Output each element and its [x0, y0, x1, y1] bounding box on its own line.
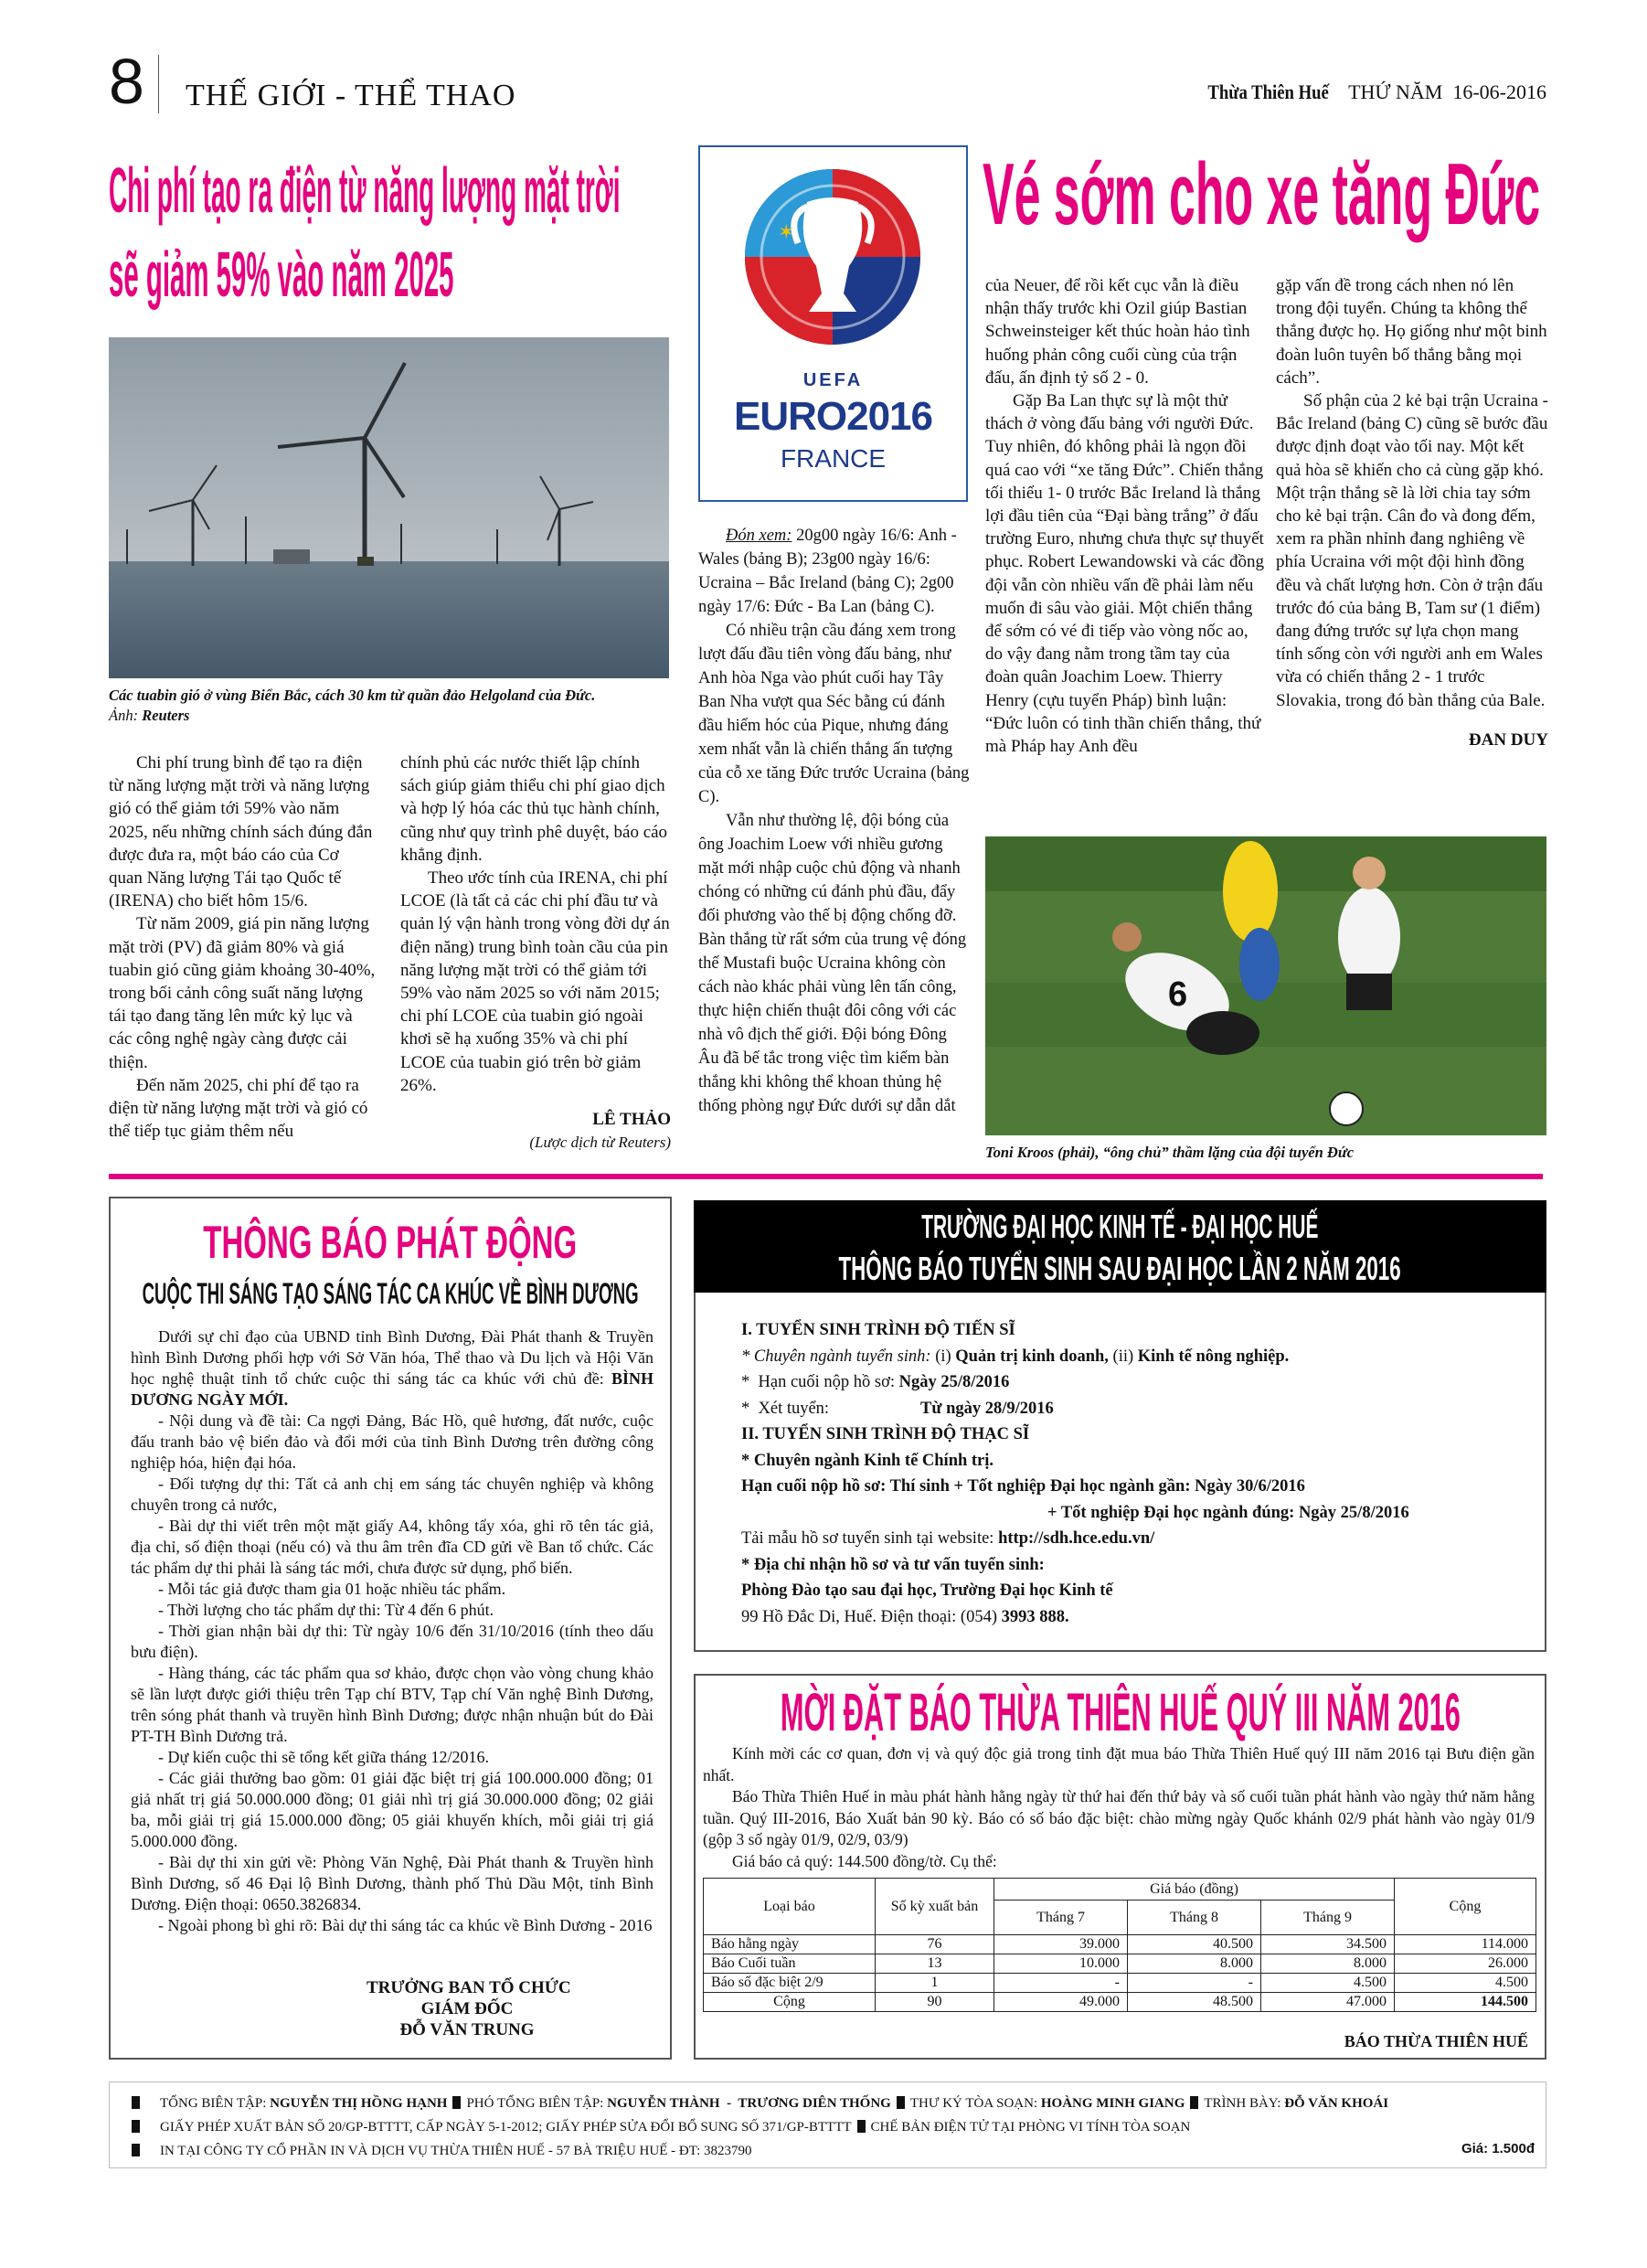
subscription-notice-box — [694, 1674, 1546, 2060]
subscription-title: MỜI ĐẶT BÁO THỪA THIÊN HUẾ QUÝ III NĂM 2016 — [780, 1683, 1461, 1742]
paragraph: Số phận của 2 kẻ bại trận Ucraina - Bắc Ireland (bảng C) cũng sẽ bước đầu được định đoạt vào tối nay. Một kết quả hòa sẽ khiến cho cả cùng gặp khó. Một trận thắng sẽ là lời chia tay sớm cho kẻ bại trận. Cân đo và đong đếm, xem ra phần nhỉnh đang nghiêng về phía Ucraina với một đội hình đồng đều và chất lượng hơn. Còn ở trận đấu trước đó của bảng B, Tam sư (1 điểm) đang đứng trước sự lựa chọn mang tính sống còn với người anh em Wales vừa có chiến thắng 2 - 1 trước Slovakia, trong đó bàn thắng của Bale. — [1276, 391, 1549, 710]
energy-headline — [109, 148, 669, 316]
office-name: Phòng Đào tạo sau đại học, Trường Đại học Kinh tế — [741, 1581, 1113, 1600]
contest-item: - Bài dự thi xin gửi về: Phòng Văn Nghệ, Đài Phát thanh & Truyền hình Bình Dương, số 46 Đại lộ Bình Dương, thành phố Thủ Dầu Một, tỉnh Bình Dương. Điện thoại: 0650.3826834. — [131, 1853, 653, 1913]
contest-intro: Dưới sự chỉ đạo của UBND tỉnh Bình Dương, Đài Phát thanh & Truyền hình Bình Dương phối hợp với Sở Văn hóa, Thể thao và Du lịch và Hội Văn học nghệ thuật tỉnh tổ chức cuộc thi sáng tác ca khúc với chủ đề: BÌNH DƯƠNG NGÀY MỚI. — [131, 1327, 653, 1409]
phd-majors: * Chuyên ngành tuyển sinh: (i) Quản trị kinh doanh, (ii) Kinh tế nông nghiệp. — [741, 1347, 1290, 1366]
subscription-body: Kính mời các cơ quan, đơn vị và quý độc giả trong tỉnh đặt mua báo Thừa Thiên Huế quý III năm 2016 tại Bưu điện gần nhất. Báo Thừa Thiên Huế in màu phát hành hằng ngày từ thứ hai đến thứ bảy và số cuối tuần phát hành vào ngày thứ năm hằng tuần. Quý III-2016, Báo Xuất bản 90 kỳ. Báo có số báo đặc biệt: chào mừng ngày Quốc khánh 02/9 phát hành vào ngày 01/9 (gộp 3 số ngày 01/9, 02/9, 03/9) Giá báo cả quý: 144.500 đồng/tờ. Cụ thể: — [703, 1744, 1535, 1870]
contest-body — [131, 1326, 653, 1936]
col-header: Số kỳ xuất bản — [876, 1879, 994, 1935]
issue-date: THỨ NĂM 16-06-2016 — [1348, 80, 1546, 103]
address-label: * Địa chỉ nhận hồ sơ và tư vấn tuyển sinh: — [741, 1555, 1045, 1574]
footer-line-2: GIẤY PHÉP XUẤT BẢN SỐ 20/GP-BTTTT, CẤP NGÀY 5-1-2012; GIẤY PHÉP SỬA ĐỔI BỔ SUNG SỐ 371/GP-BTTTT CHẾ BẢN ĐIỆN TỬ TẠI PHÒNG VI TÍNH TÒA SOẠN — [132, 2115, 1546, 2139]
schedule-label: Đón xem: — [726, 527, 792, 545]
cover-price: Giá: 1.500đ — [1461, 2141, 1535, 2156]
energy-article-col2 — [400, 751, 671, 1154]
paragraph: Có nhiều trận cầu đáng xem trong lượt đấu đầu tiên vòng đấu bảng, như Anh hòa Nga vào phút cuối hay Tây Ban Nha vượt qua Séc bằng cú đánh đầu hiểm hóc của Pique, nhưng đáng xem nhất vẫn là chiến thắng ấn tượng của cỗ xe tăng Đức trước Ucraina (bảng C). — [698, 622, 970, 806]
contest-item: - Thời lượng cho tác phẩm dự thi: Từ 4 đến 6 phút. — [158, 1601, 494, 1619]
section-divider — [109, 1174, 1543, 1179]
col-header: Tháng 9 — [1261, 1901, 1395, 1935]
ms-deadline: Hạn cuối nộp hồ sơ: Thí sinh + Tốt nghiệp Đại học ngành gần: Ngày 30/6/2016 — [741, 1477, 1305, 1496]
contest-item: - Ngoài phong bì ghi rõ: Bài dự thi sáng tác ca khúc về Bình Dương - 2016 — [158, 1916, 653, 1934]
contest-item: - Hàng tháng, các tác phẩm qua sơ khảo, được chọn vào vòng chung khảo sẽ lần lượt được giới thiệu trên Tạp chí BTV, Tạp chí Văn nghệ Bình Dương, trên sóng phát thanh và truyền hình Bình Dương; được nhận nhuận bút do Đài PT-TH Bình Dương trả. — [131, 1664, 653, 1745]
subscription-signature: BÁO THỪA THIÊN HUẾ — [1344, 2032, 1528, 2050]
masthead-footer — [109, 2082, 1546, 2168]
footer-line-1: TỔNG BIÊN TẬP: NGUYỄN THỊ HỒNG HẠNH PHÓ TỔNG BIÊN TẬP: NGUYỄN THÀNH - TRƯƠNG DIÊN THỐNG THƯ KÝ TÒA SOẠN: HOÀNG MINH GIANG TRÌNH BÀY: ĐỖ VĂN KHOÁI — [132, 2092, 1546, 2115]
author: ĐAN DUY — [1468, 729, 1548, 750]
wind-turbine-photo — [109, 337, 669, 678]
euro-article-mid — [698, 524, 971, 1118]
col-header: Loại báo — [704, 1879, 876, 1935]
wind-photo-caption: Các tuabin gió ở vùng Biển Bắc, cách 30 km từ quần đảo Helgoland của Đức. Ảnh: Reuters — [109, 687, 596, 724]
paper-name: Thừa Thiên Huế — [1207, 80, 1329, 103]
photo-credit: Reuters — [142, 707, 190, 724]
table-row: Báo hằng ngày 76 39.000 40.500 34.500 114.000 — [704, 1935, 1536, 1954]
header-divider — [158, 55, 159, 113]
contest-item: - Mỗi tác giả được tham gia 01 hoặc nhiều tác phẩm. — [158, 1580, 506, 1598]
paragraph: Theo ước tính của IRENA, chi phí LCOE (là tất cả các chi phí đầu tư và quản lý vận hành trong vòng đời dự án điện năng) trung bình toàn cầu của pin năng lượng mặt trời có thể giảm tới 59% vào năm 2025 so với năm 2015; chi phí LCOE của tuabin gió ngoài khơi sẽ hạ xuống 35% và chi phí LCOE của tuabin gió trên bờ giảm 26%. — [400, 868, 670, 1095]
website-line: Tải mẫu hồ sơ tuyển sinh tại website: http://sdh.hce.edu.vn/ — [741, 1529, 1155, 1548]
football-photo-caption: Toni Kroos (phải), “ông chủ” thầm lặng của đội tuyển Đức — [985, 1144, 1355, 1161]
paragraph: Từ năm 2009, giá pin năng lượng mặt trời (PV) đã giảm 80% và giá tuabin gió cũng giảm khoảng 30-40%, trong bối cảnh công suất năng lượng tái tạo đang tăng lên mức kỷ lục và các công nghệ ngày càng được cải thiện. — [109, 914, 376, 1072]
euro-headline: Vé sớm cho xe tăng Đức — [983, 145, 1541, 243]
contest-subtitle: CUỘC THI SÁNG TẠO SÁNG TÁC CA KHÚC VỀ BÌNH DƯƠNG — [142, 1277, 639, 1310]
football-photo — [985, 836, 1546, 1135]
contest-signature: TRƯỞNG BAN TỔ CHỨC GIÁM ĐỐC ĐỖ VĂN TRUNG — [367, 1978, 571, 2039]
admission-body — [741, 1317, 1527, 1630]
table-row: Báo số đặc biệt 2/9 1 - - 4.500 4.500 — [704, 1974, 1536, 1993]
paragraph: của Neuer, để rồi kết cục vẫn là điều nhận thấy trước khi Ozil giúp Bastian Schweinsteiger kết thúc hoàn hảo tình huống phản công cuối cùng của trận đấu, ấn định tỷ số 2 - 0. — [985, 276, 1250, 388]
paragraph: Chi phí trung bình để tạo ra điện từ năng lượng mặt trời và năng lượng gió có thể giảm tới 59% vào năm 2025, nếu những chính sách đúng đắn được đưa ra, một báo cáo của Cơ quan Năng lượng Tái tạo Quốc tế (IRENA) cho biết hôm 15/6. — [109, 753, 373, 911]
paragraph: chính phủ các nước thiết lập chính sách giúp giảm thiểu chi phí giao dịch và hợp lý hóa các thủ tục hành chính, cũng như quy trình phê duyệt, báo cáo khẳng định. — [400, 753, 668, 865]
ms-major: * Chuyên ngành Kinh tế Chính trị. — [741, 1451, 994, 1470]
ms-deadline-2: + Tốt nghiệp Đại học ngành đúng: Ngày 25/8/2016 — [1047, 1503, 1409, 1522]
contest-item: - Dự kiến cuộc thi sẽ tổng kết giữa tháng 12/2016. — [158, 1748, 489, 1766]
contest-theme: BÌNH DƯƠNG NGÀY MỚI. — [131, 1369, 653, 1409]
phd-title: I. TUYỂN SINH TRÌNH ĐỘ TIẾN SĨ — [741, 1321, 1015, 1339]
euro-article-col4 — [1276, 274, 1548, 751]
address-line: 99 Hồ Đắc Di, Huế. Điện thoại: (054) 3993 888. — [741, 1607, 1069, 1626]
admission-notice-box — [694, 1200, 1546, 1652]
contest-item: - Các giải thưởng bao gồm: 01 giải đặc biệt trị giá 100.000.000 đồng; 01 giả nhất trị giá 50.000.000 đồng; 01 giải nhì trị giá 30.000.000 đồng; 02 giải ba, mỗi giải trị giá 15.000.000 đồng; 05 giải khuyến khích, mỗi giải trị giá 5.000.000 đồng. — [131, 1769, 653, 1850]
contest-item: - Bài dự thi viết trên một mặt giấy A4, không tẩy xóa, ghi rõ tên tác giả, địa chỉ, số điện thoại (nếu có) và thu âm trên đĩa CD gửi về Ban tổ chức. Các tác phẩm dự thi phải là sáng tác mới, chưa được sử dụng, phổ biến. — [131, 1517, 653, 1577]
table-total-row: Cộng 90 49.000 48.500 47.000 144.500 — [704, 1993, 1536, 2012]
paragraph: Vẫn như thường lệ, đội bóng của ông Joachim Loew với nhiều gương mặt mới nhập cuộc chủ động và nhanh chóng có những cú đánh phủ đầu, đẩy đối phương vào thế bị động chống đỡ. Bàn thắng từ rất sớm của trung vệ đóng thế Mustafi buộc Ucraina không còn cách nào khác phải vùng lên tấn công, thực hiện chiến thuật đôi công với các nhà vô địch thế giới. Đội bóng Đông Âu đã bế tắc trong việc tìm kiếm bàn thắng khi không thể khoan thủng hệ thống phòng ngự Đức dưới sự dẫn dắt — [698, 812, 967, 1115]
euro2016-emblem-icon — [741, 165, 924, 348]
contest-notice-box — [109, 1197, 672, 2060]
col-header: Tháng 7 — [994, 1901, 1128, 1935]
phd-deadline: * Hạn cuối nộp hồ sơ: Ngày 25/8/2016 — [741, 1373, 1010, 1391]
admission-header: TRƯỜNG ĐẠI HỌC KINH TẾ - ĐẠI HỌC HUẾ THÔNG BÁO TUYỂN SINH SAU ĐẠI HỌC LẦN 2 NĂM 2016 — [694, 1200, 1546, 1293]
contest-item: - Thời gian nhận bài dự thi: Từ ngày 10/6 đến 31/10/2016 (tính theo dấu bưu điện). — [131, 1622, 653, 1661]
contest-title: THÔNG BÁO PHÁT ĐỘNG — [203, 1217, 578, 1268]
headline-line: Chi phí tạo ra điện từ năng lượng mặt trời — [109, 154, 621, 226]
schedule: Đón xem: 20g00 ngày 16/6: Anh - Wales (bảng B); 23g00 ngày 16/6: Ucraina – Bắc Ireland (bảng C); 2g00 ngày 17/6: Đức - Ba Lan (bảng C). — [698, 527, 957, 616]
paragraph: Gặp Ba Lan thực sự là một thử thách ở vòng đấu bảng với người Đức. Tuy nhiên, đó không phải là ngọn đồi quá cao với “xe tăng Đức”. Chiến thắng tối thiểu 1- 0 trước Bắc Ireland là thắng lợi đầu tiên của “Đại bàng trắng” ở đấu trường Euro, nhưng chưa thực sự thuyết phục. Robert Lewandowski và các đồng đội vẫn còn nhiều vấn đề phải làm nếu muốn đi sâu vào giải. Một chiến thắng để sớm có vé đi tiếp vào vòng nốc ao, do vậy đang nằm trong tầm tay của đoàn quân Joachim Loew. Thierry Henry (cựu tuyển Pháp) bình luận: “Đức luôn có tinh thần chiến thắng, thứ mà Pháp hay Anh đều — [985, 391, 1264, 757]
svg-text:✶: ✶ — [778, 221, 795, 244]
euro2016-logo-box — [698, 145, 968, 502]
ms-title: II. TUYỂN SINH TRÌNH ĐỘ THẠC SĨ — [741, 1425, 1030, 1443]
contest-item: - Đối tượng dự thi: Tất cả anh chị em sáng tác chuyên nghiệp và không chuyên trong cả nước, — [131, 1475, 653, 1514]
author: LÊ THẢO — [592, 1110, 671, 1130]
logo-france: FRANCE — [780, 444, 887, 473]
contest-item: - Nội dung và đề tài: Ca ngợi Đảng, Bác Hồ, quê hương, đất nước, cuộc đấu tranh bảo vệ biển đảo và đổi mới của tỉnh Bình Dương trên đường công nghiệp hóa, hiện đại hóa. — [131, 1411, 653, 1472]
source-note: (Lược dịch từ Reuters) — [529, 1134, 671, 1152]
euro-article-col3 — [985, 274, 1267, 758]
price-table — [703, 1878, 1536, 2012]
table-row: Báo Cuối tuần 13 10.000 8.000 8.000 26.000 — [704, 1954, 1536, 1974]
page-number: 8 — [109, 46, 144, 117]
page-header — [109, 46, 1546, 117]
headline-line: sẽ giảm 59% vào năm 2025 — [109, 239, 454, 310]
col-header: Giá báo (đồng) — [994, 1879, 1395, 1901]
col-header: Tháng 8 — [1128, 1901, 1261, 1935]
col-header: Cộng — [1395, 1879, 1536, 1935]
paragraph: Đến năm 2025, chi phí để tạo ra điện từ năng lượng mặt trời và gió có thể tiếp tục giảm thêm nếu — [109, 1075, 368, 1142]
header-right — [1186, 80, 1546, 104]
footer-line-3: IN TẠI CÔNG TY CỔ PHẦN IN VÀ DỊCH VỤ THỪA THIÊN HUẾ - 57 BÀ TRIỆU HUẾ - ĐT: 3823790 — [132, 2139, 1546, 2163]
photo-credit-label: Ảnh: — [109, 707, 139, 724]
jersey-number: 6 — [1168, 975, 1188, 1014]
phd-review: * Xét tuyển: Từ ngày 28/9/2016 — [741, 1399, 1054, 1418]
logo-uefa: UEFA — [802, 370, 864, 390]
section-title: THẾ GIỚI - THỂ THAO — [186, 79, 516, 112]
logo-euro2016: EURO2016 — [733, 394, 932, 439]
paragraph: gặp vấn đề trong cách nhen nó lên trong đội tuyển. Chúng ta không thể thắng được họ. Họ giống như một binh đoàn luôn tuyên bố thắng bằng mọi cách”. — [1276, 276, 1547, 388]
website-link[interactable]: http://sdh.hce.edu.vn/ — [998, 1529, 1155, 1548]
energy-article-col1 — [109, 751, 376, 1143]
